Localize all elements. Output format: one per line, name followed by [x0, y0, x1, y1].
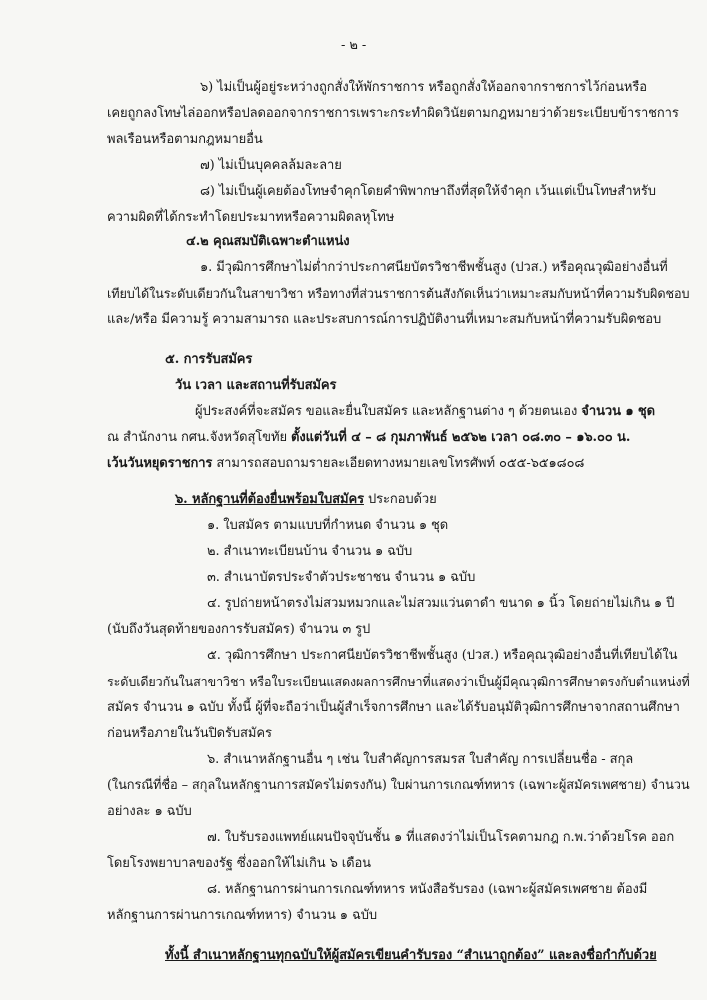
- document-item-6-line-1: ๖. สำเนาหลักฐานอื่น ๆ เช่น ใบสำคัญการสมรส ใบสำคัญ การเปลี่ยนชื่อ - สกุล: [207, 752, 634, 767]
- section-5-line-1: [195, 404, 655, 420]
- document-item-5-line-4: ก่อนหรือภายในวันปิดรับสมัคร: [107, 726, 272, 741]
- section-4-2-line-1: ๑. มีวุฒิการศึกษาไม่ต่ำกว่าประกาศนียบัตรวิชาชีพชั้นสูง (ปวส.) หรือคุณวุฒิอย่างอื่นที่: [200, 260, 668, 275]
- document-item-8-line-2: หลักฐานการผ่านการเกณฑ์ทหาร) จำนวน ๑ ฉบับ: [107, 908, 378, 923]
- section-5-heading: ๕. การรับสมัคร: [165, 352, 253, 367]
- document-item-7-line-2: โดยโรงพยาบาลของรัฐ ซึ่งออกให้ไม่เกิน ๖ เดือน: [107, 856, 371, 871]
- section-5-copies: จำนวน ๑ ชุด: [581, 404, 655, 419]
- section-6-heading-tail: ประกอบด้วย: [363, 492, 437, 507]
- document-item-3: ๓. สำเนาบัตรประจำตัวประชาชน จำนวน ๑ ฉบับ: [207, 570, 476, 585]
- qualification-8-line-2: ความผิดที่ได้กระทำโดยประมาทหรือความผิดลหุโทษ: [107, 210, 395, 225]
- section-5-dates: ตั้งแต่วันที่ ๔ – ๘ กุมภาพันธ์ ๒๕๖๒ เวลา ๐๘.๓๐ – ๑๖.๐๐ น.: [291, 430, 631, 445]
- qualification-6-line-2: เคยถูกลงโทษไล่ออกหรือปลดออกจากราชการเพราะกระทำผิดวินัยตามกฎหมายว่าด้วยระเบียบข้าราชการ: [107, 106, 679, 121]
- section-5-line-1-text: ผู้ประสงค์ที่จะสมัคร ขอและยื่นใบสมัคร และหลักฐานต่าง ๆ ด้วยตนเอง: [195, 404, 582, 419]
- document-item-7-line-1: ๗. ใบรับรองแพทย์แผนปัจจุบันชั้น ๑ ที่แสดงว่าไม่เป็นโรคตามกฎ ก.พ.ว่าด้วยโรค ออก: [207, 830, 675, 845]
- document-item-5-line-1: ๕. วุฒิการศึกษา ประกาศนียบัตรวิชาชีพชั้นสูง (ปวส.) หรือคุณวุฒิอย่างอื่นที่เทียบได้ใน: [207, 648, 678, 663]
- qualification-6-line-1: ๖) ไม่เป็นผู้อยู่ระหว่างถูกสั่งให้พักราชการ หรือถูกสั่งให้ออกจากราชการไว้ก่อนหรือ: [200, 80, 647, 95]
- section-4-2-heading: ๔.๒ คุณสมบัติเฉพาะตำแหน่ง: [186, 234, 350, 249]
- qualification-7: ๗) ไม่เป็นบุคคลล้มละลาย: [200, 158, 342, 173]
- document-item-1: ๑. ใบสมัคร ตามแบบที่กำหนด จำนวน ๑ ชุด: [207, 518, 449, 533]
- qualification-8-line-1: ๘) ไม่เป็นผู้เคยต้องโทษจำคุกโดยคำพิพากษาถึงที่สุดให้จำคุก เว้นแต่เป็นโทษสำหรับ: [200, 184, 656, 199]
- footer-certification-note: ทั้งนี้ สำเนาหลักฐานทุกฉบับให้ผู้สมัครเขียนคำรับรอง “สำเนาถูกต้อง” และลงชื่อกำกับด้วย: [165, 948, 657, 963]
- section-6-heading-line: [175, 492, 437, 508]
- section-5-line-3: [107, 456, 584, 472]
- document-item-4-line-2: (นับถึงวันสุดท้ายของการรับสมัคร) จำนวน ๓ รูป: [107, 622, 371, 637]
- section-5-location: ณ สำนักงาน กศน.จังหวัดสุโขทัย: [107, 430, 291, 445]
- document-item-4-line-1: ๔. รูปถ่ายหน้าตรงไม่สวมหมวกและไม่สวมแว่นตาดำ ขนาด ๑ นิ้ว โดยถ่ายไม่เกิน ๑ ปี: [207, 596, 675, 611]
- section-5-contact: สามารถสอบถามรายละเอียดทางหมายเลขโทรศัพท์ ๐๕๕-๖๕๑๘๐๘: [212, 456, 585, 471]
- section-4-2-line-3: และ/หรือ มีความรู้ ความสามารถ และประสบการณ์การปฏิบัติงานที่เหมาะสมกับหน้าที่ความรับผิดชอบ: [107, 312, 662, 327]
- section-5-holiday-note: เว้นวันหยุดราชการ: [107, 456, 213, 471]
- section-6-heading: ๖. หลักฐานที่ต้องยื่นพร้อมใบสมัคร: [175, 492, 364, 507]
- document-item-8-line-1: ๘. หลักฐานการผ่านการเกณฑ์ทหาร หนังสือรับรอง (เฉพาะผู้สมัครเพศชาย ต้องมี: [207, 882, 648, 897]
- page-number: - ๒ -: [341, 38, 367, 53]
- document-item-6-line-3: อย่างละ ๑ ฉบับ: [107, 804, 192, 819]
- document-item-2: ๒. สำเนาทะเบียนบ้าน จำนวน ๑ ฉบับ: [207, 544, 413, 559]
- qualification-6-line-3: พลเรือนหรือตามกฎหมายอื่น: [107, 132, 263, 147]
- document-item-5-line-2: ระดับเดียวกันในสาขาวิชา หรือใบระเบียนแสดงผลการศึกษาที่แสดงว่าเป็นผู้มีคุณวุฒิการศึกษาตรงกับตำแหน่งที่: [107, 674, 690, 689]
- section-4-2-line-2: เทียบได้ในระดับเดียวกันในสาขาวิชา หรือทางที่ส่วนราชการต้นสังกัดเห็นว่าเหมาะสมกับหน้าที่ความรับผิดชอบ: [107, 286, 690, 301]
- section-5-line-2: [107, 430, 630, 446]
- section-5-subheading: วัน เวลา และสถานที่รับสมัคร: [175, 378, 337, 393]
- document-item-6-line-2: (ในกรณีที่ชื่อ – สกุลในหลักฐานการสมัครไม่ตรงกัน) ใบผ่านการเกณฑ์ทหาร (เฉพาะผู้สมัครเพศชาย) จำนวน: [107, 778, 690, 793]
- document-item-5-line-3: สมัคร จำนวน ๑ ฉบับ ทั้งนี้ ผู้ที่จะถือว่าเป็นผู้สำเร็จการศึกษา และได้รับอนุมัติวุฒิการศึกษาจากสถานศึกษา: [107, 700, 680, 715]
